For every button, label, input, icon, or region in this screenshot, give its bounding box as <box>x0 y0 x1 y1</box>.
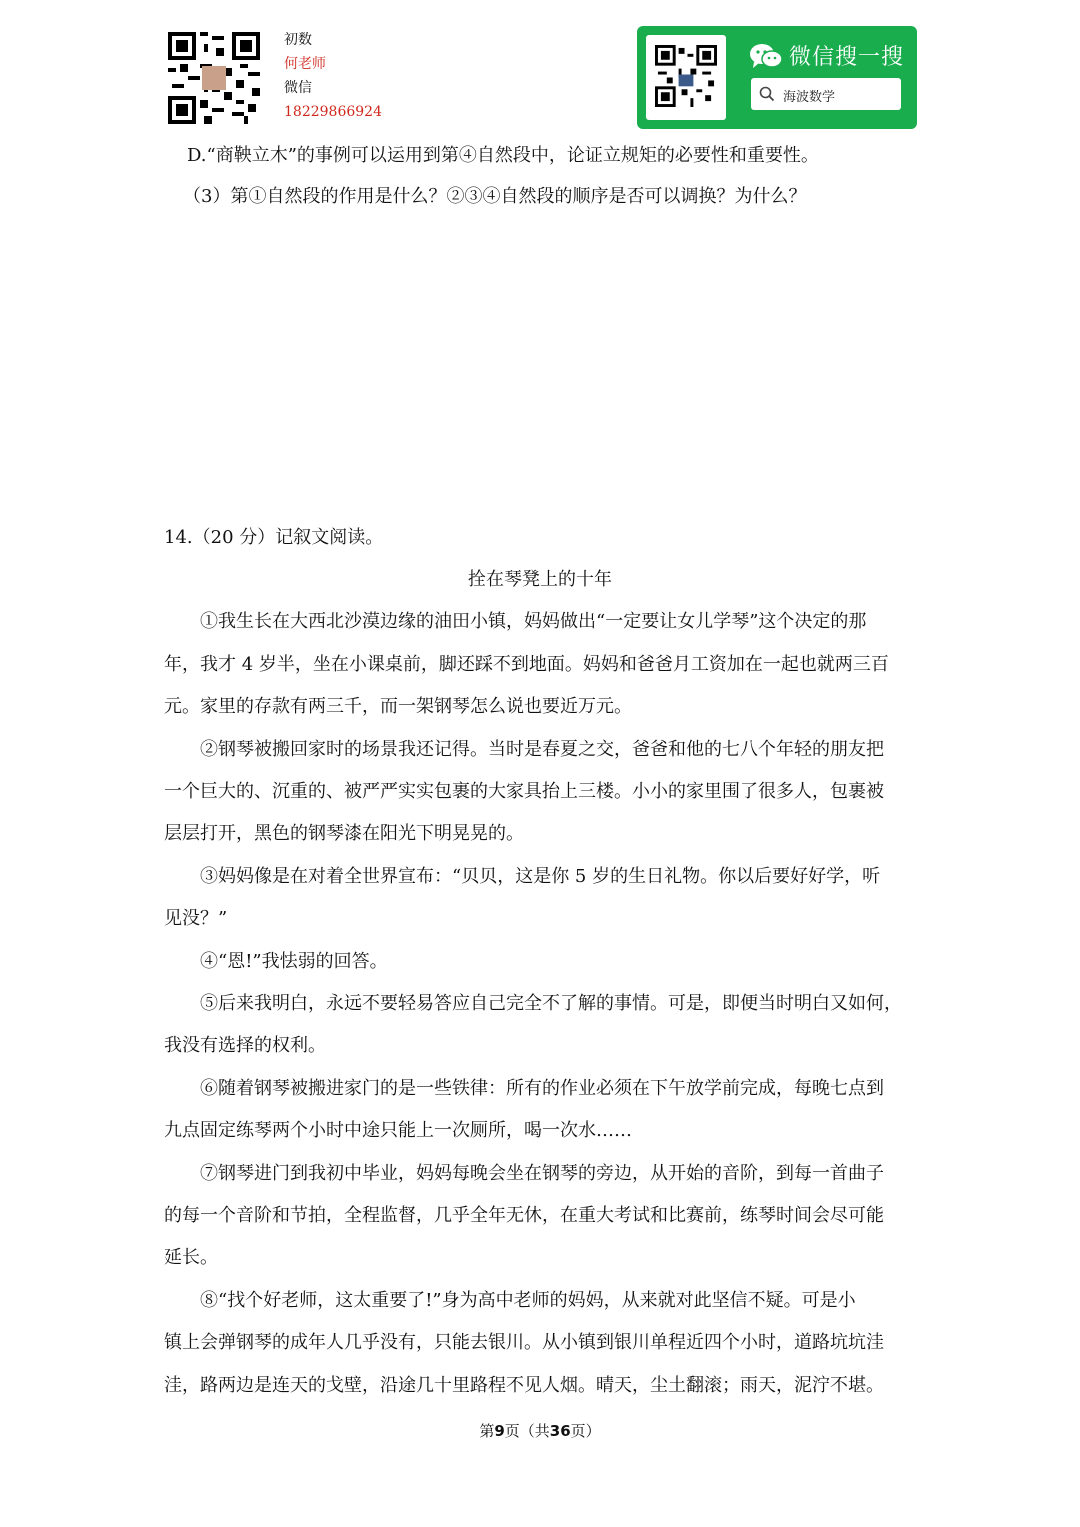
question-13-option-d: D.“商鞅立木”的事例可以运用到第④自然段中，论证立规矩的必要性和重要性。 <box>187 145 819 166</box>
footer-suffix: 页） <box>570 1422 601 1440</box>
paragraph-line: 元。家里的存款有两三千，而一架钢琴怎么说也要近万元。 <box>164 696 632 717</box>
paragraph-line: 我没有选择的权利。 <box>164 1035 326 1056</box>
paragraph-line: ⑧“找个好老师，这太重要了!”身为高中老师的妈妈，从来就对此坚信不疑。可是小 <box>200 1290 856 1311</box>
paragraph-line: ②钢琴被搬回家时的场景我还记得。当时是春夏之交，爸爸和他的七八个年轻的朋友把 <box>200 739 884 760</box>
wechat-search-box[interactable] <box>751 78 901 110</box>
paragraph-line: 的每一个音阶和节拍，全程监督，几乎全年无休，在重大考试和比赛前，练琴时间会尽可能 <box>164 1205 884 1226</box>
wechat-search-title: 微信搜一搜 <box>789 45 905 70</box>
page-number: 9 <box>494 1422 505 1440</box>
paragraph-line: ④“恩!”我怯弱的回答。 <box>200 951 388 972</box>
paragraph-line: 一个巨大的、沉重的、被严严实实包裹的大家具抬上三楼。小小的家里围了很多人，包裹被 <box>164 781 884 802</box>
contact-wechat-label: 微信 <box>284 80 312 96</box>
paragraph-line: 九点固定练琴两个小时中途只能上一次厕所，喝一次水…… <box>164 1120 632 1141</box>
footer-middle: 页（共 <box>504 1422 550 1440</box>
search-query: 海波数学 <box>783 90 836 105</box>
question-13-part-3: （3）第①自然段的作用是什么？②③④自然段的顺序是否可以调换？为什么？ <box>183 186 807 207</box>
wechat-qr-code <box>646 35 726 120</box>
contact-subject: 初数 <box>284 32 312 48</box>
total-pages: 36 <box>549 1422 571 1440</box>
paragraph-line: ⑦钢琴进门到我初中毕业，妈妈每晚会坐在钢琴的旁边，从开始的音阶，到每一首曲子 <box>200 1163 884 1184</box>
wechat-search-card[interactable] <box>637 26 917 129</box>
paragraph-line: 延长。 <box>164 1247 218 1268</box>
paragraph-line: 镇上会弹钢琴的成年人几乎没有，只能去银川。从小镇到银川单程近四个小时，道路坑坑洼 <box>164 1332 884 1353</box>
question-14-heading: 14.（20 分）记叙文阅读。 <box>164 527 384 548</box>
footer-prefix: 第 <box>479 1422 495 1440</box>
paragraph-line: 层层打开，黑色的钢琴漆在阳光下明晃晃的。 <box>164 823 524 844</box>
search-icon <box>759 86 775 102</box>
paragraph-line: ①我生长在大西北沙漠边缘的油田小镇，妈妈做出“一定要让女儿学琴”这个决定的那 <box>200 611 867 632</box>
contact-qr-code <box>168 32 260 124</box>
passage-title: 拴在琴凳上的十年 <box>468 569 612 590</box>
page-footer <box>0 1420 1080 1441</box>
contact-phone: 18229866924 <box>284 104 382 120</box>
paragraph-line: ⑤后来我明白，永远不要轻易答应自己完全不了解的事情。可是，即便当时明白又如何， <box>200 993 902 1014</box>
paragraph-line: ⑥随着钢琴被搬进家门的是一些铁律：所有的作业必须在下午放学前完成，每晚七点到 <box>200 1078 884 1099</box>
paragraph-line: 见没？” <box>164 908 228 929</box>
paragraph-line: 年，我才 4 岁半，坐在小课桌前，脚还踩不到地面。妈妈和爸爸月工资加在一起也就两三百 <box>164 654 889 675</box>
paragraph-line: 洼，路两边是连天的戈壁，沿途几十里路程不见人烟。晴天，尘土翻滚；雨天，泥泞不堪。 <box>164 1375 884 1396</box>
contact-name: 何老师 <box>284 56 326 72</box>
contact-info <box>284 28 382 124</box>
paragraph-line: ③妈妈像是在对着全世界宣布：“贝贝，这是你 5 岁的生日礼物。你以后要好好学，听 <box>200 866 881 887</box>
